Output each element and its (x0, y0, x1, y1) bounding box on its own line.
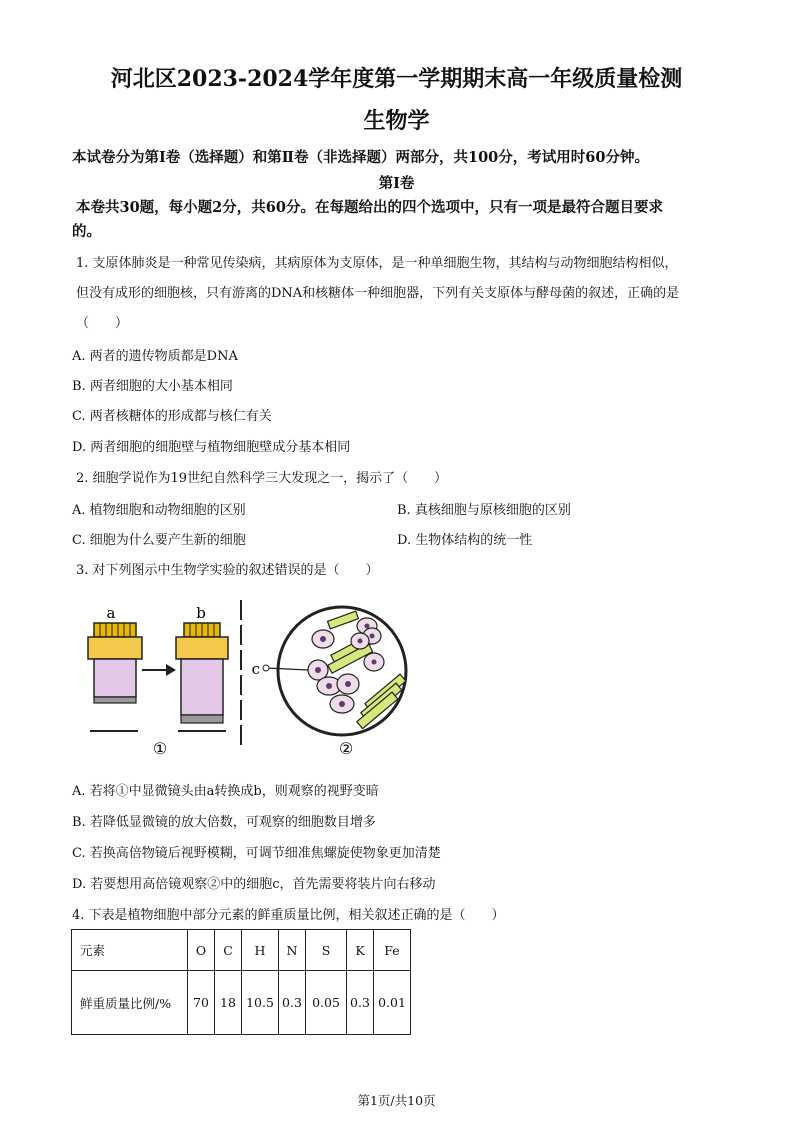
figure-label-1: ① (152, 739, 168, 758)
q2-option-d: D. 生物体结构的统一性 (397, 533, 533, 548)
table-cell: H (242, 930, 279, 971)
section-intro-line2: 的。 (72, 223, 101, 240)
subject-title: 生物学 (363, 108, 430, 134)
q1-stem-line3: （ ） (76, 316, 129, 331)
q2-stem: 2. 细胞学说作为19世纪自然科学三大发现之一，揭示了（ ） (76, 471, 448, 486)
q2-option-c: C. 细胞为什么要产生新的细胞 (72, 533, 246, 548)
exam-notice: 本试卷分为第Ⅰ卷（选择题）和第Ⅱ卷（非选择题）两部分，共100分，考试用时60分钟。 (72, 149, 649, 166)
microscope-figure (80, 596, 420, 766)
q2-option-b: B. 真核细胞与原核细胞的区别 (397, 503, 571, 518)
table-cell: 0.3 (279, 971, 306, 1035)
q2-option-a: A. 植物细胞和动物细胞的区别 (72, 503, 246, 518)
table-cell: 0.01 (374, 971, 411, 1035)
label-a: a (106, 604, 116, 622)
label-c: c (251, 660, 260, 678)
cell-field-of-view (263, 607, 406, 735)
q1-option-a: A. 两者的遗传物质都是DNA (72, 349, 238, 364)
table-cell: 10.5 (242, 971, 279, 1035)
q1-stem-line2: 但没有成形的细胞核，只有游离的DNA和核糖体一种细胞器，下列有关支原体与酵母菌的叙述，正确的是 (76, 286, 680, 301)
table-row (72, 930, 411, 971)
table-header-element: 元素 (72, 930, 188, 971)
element-ratio-table (71, 929, 411, 1035)
section-intro-line1: 本卷共30题，每小题2分，共60分。在每题给出的四个选项中，只有一项是最符合题目要求 (76, 199, 663, 216)
figure-label-2: ② (338, 739, 354, 758)
table-row (72, 971, 411, 1035)
q3-stem: 3. 对下列图示中生物学实验的叙述错误的是（ ） (76, 563, 379, 578)
q4-stem: 4. 下表是植物细胞中部分元素的鲜重质量比例，相关叙述正确的是（ ） (72, 908, 505, 923)
table-header-ratio: 鲜重质量比例/% (72, 971, 188, 1035)
table-cell: C (215, 930, 242, 971)
q3-option-d: D. 若要想用高倍镜观察②中的细胞c，首先需要将装片向右移动 (72, 877, 436, 892)
section-title: 第Ⅰ卷 (378, 175, 415, 192)
page-number: 第1页/共10页 (357, 1093, 436, 1108)
q3-option-c: C. 若换高倍物镜后视野模糊，可调节细准焦螺旋使物象更加清楚 (72, 846, 441, 861)
exam-title: 河北区2023-2024学年度第一学期期末高一年级质量检测 (110, 66, 683, 92)
q3-option-a: A. 若将①中显微镜头由a转换成b，则观察的视野变暗 (72, 784, 379, 799)
table-cell: N (279, 930, 306, 971)
table-cell: Fe (374, 930, 411, 971)
table-cell: 0.05 (306, 971, 347, 1035)
objective-lens-b-icon (176, 623, 228, 723)
table-cell: S (306, 930, 347, 971)
table-cell: 18 (215, 971, 242, 1035)
q1-option-b: B. 两者细胞的大小基本相同 (72, 379, 233, 394)
objective-lens-a-icon (88, 623, 142, 703)
table-cell: 0.3 (347, 971, 374, 1035)
label-b: b (196, 604, 206, 622)
table-cell: O (188, 930, 215, 971)
q1-stem-line1: 1. 支原体肺炎是一种常见传染病，其病原体为支原体，是一种单细胞生物，其结构与动物细胞结构相似， (76, 256, 678, 271)
q1-option-d: D. 两者细胞的细胞壁与植物细胞壁成分基本相同 (72, 440, 351, 455)
table-cell: 70 (188, 971, 215, 1035)
q1-option-c: C. 两者核糖体的形成都与核仁有关 (72, 409, 272, 424)
table-cell: K (347, 930, 374, 971)
q3-option-b: B. 若降低显微镜的放大倍数，可观察的细胞数目增多 (72, 815, 376, 830)
